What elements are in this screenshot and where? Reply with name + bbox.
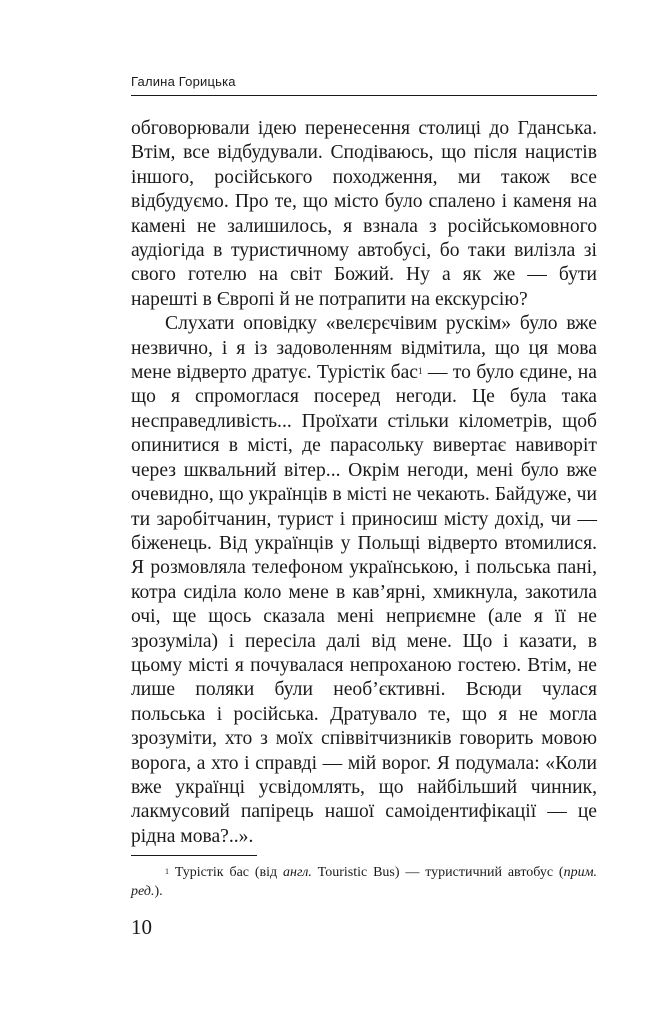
footnote — [131, 863, 597, 901]
paragraph-2-part-1: Слухати оповідку «велєрєчівим рускім» було вже незвично, і я із задоволенням відмітила, що ця мова мене відверто дратує. Турістік бас — [131, 313, 597, 384]
paragraph-2-part-2: — то було єдине, на що я спромоглася посеред негоди. Це була така несправедливість... Проїхати стільки кілометрів, щоб опинитися в місті, де парасольку вивертає навиворіт через шквальний вітер... Окрім негоди, мені було вже очевидно, що українців в місті не чекають. Байдуже, чи ти заробітчанин, турист і приносиш місту дохід, чи — біженець. Від українців у Польщі відверто втомилися. Я розмовляла телефоном українською, і польська пані, котра сиділа коло мене в кав’ярні, хмикнула, закотила очі, ще щось сказала мені неприємне (але я її не зрозуміла) і пересіла далі від мене. Що і казати, в цьому місті я почувалася непроханою гостею. Втім, не лише поляки були необ’єктивні. Всюди чулася польська і російська. Дратувало те, що я не могла зрозуміти, хто з моїх співвітчизників говорить мовою ворога, а хто і справді — мій ворог. Я подумала: «Коли вже українці усвідомлять, що найбільший чинник, лакмусовий папірець нашої самоідентифікації — це рідна мова?..». — [131, 362, 597, 847]
running-header: Галина Горицька — [131, 74, 236, 89]
footnote-language-abbr: англ. — [283, 865, 312, 880]
page-number: 10 — [131, 915, 152, 939]
paragraph-2 — [131, 312, 597, 849]
header-divider — [131, 95, 597, 96]
footnote-text-b: Touristic Bus) — туристичний автобус ( — [311, 865, 564, 880]
main-text — [131, 117, 597, 849]
footnote-marker: 1 — [165, 867, 169, 876]
footnote-text-a: Турістік бас (від — [169, 865, 283, 880]
paragraph-1: обговорювали ідею перенесення столиці до Гданська. Втім, все відбудували. Сподіваюсь, що після нацистів іншого, російського походження, ми також все відбудуємо. Про те, що місто було спалено і каменя на камені не залишилось, я взнала з російськомовного аудіогіда в туристичному автобусі, бо таки вилізла зі свого готелю на світ Божий. Ну а як же — бути нарешті в Європі й не потрапити на екскурсію? — [131, 118, 597, 310]
footnote-editor-note: прим. ред. — [131, 865, 597, 899]
footnote-divider — [131, 855, 257, 856]
footnote-text-c: ). — [154, 884, 163, 899]
footnote-reference: 1 — [417, 366, 423, 377]
